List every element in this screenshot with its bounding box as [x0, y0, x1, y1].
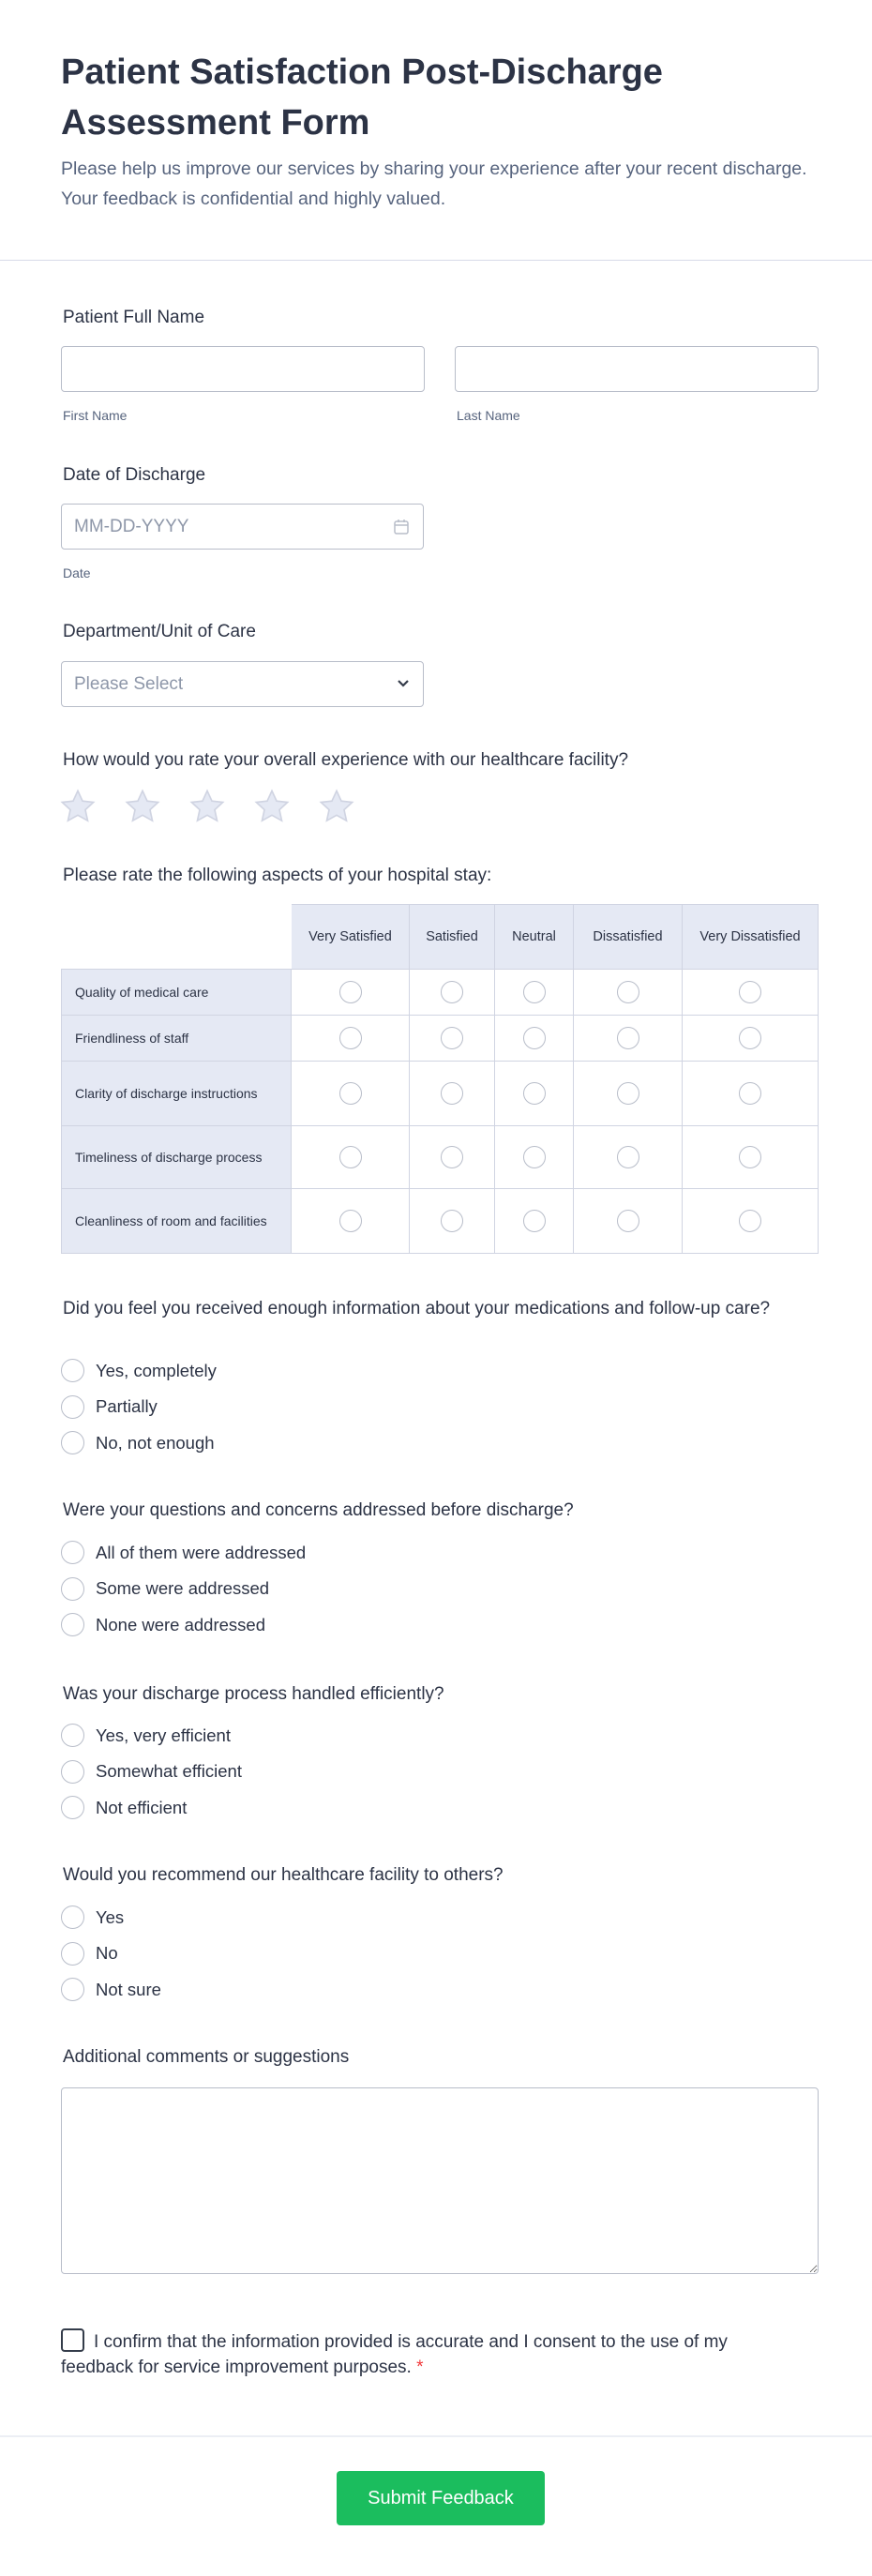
q4-label: Would you recommend our healthcare facility to others?	[63, 1865, 504, 1885]
option-label: Somewhat efficient	[96, 1761, 242, 1781]
q3-option[interactable]	[61, 1760, 242, 1784]
matrix-cell	[574, 1062, 683, 1126]
matrix-cell	[574, 1126, 683, 1189]
matrix-cell	[574, 969, 683, 1016]
matrix-radio[interactable]	[441, 981, 463, 1003]
matrix-cell	[292, 969, 410, 1016]
radio-button[interactable]	[61, 1577, 84, 1601]
star-icon[interactable]	[253, 788, 291, 825]
matrix-column-header: Satisfied	[410, 904, 495, 969]
last-name-input[interactable]	[455, 346, 819, 392]
radio-button[interactable]	[61, 1942, 84, 1966]
q2-label: Were your questions and concerns addressed before discharge?	[63, 1500, 574, 1520]
matrix-row-label: Quality of medical care	[61, 969, 292, 1016]
q2-option[interactable]	[61, 1577, 269, 1601]
matrix-cell	[495, 1016, 574, 1062]
matrix-radio[interactable]	[739, 1082, 761, 1105]
matrix-row-label: Timeliness of discharge process	[61, 1126, 292, 1189]
radio-button[interactable]	[61, 1978, 84, 2001]
matrix-radio[interactable]	[441, 1027, 463, 1049]
matrix-cell	[683, 1189, 819, 1254]
q1-option[interactable]	[61, 1395, 158, 1419]
calendar-icon[interactable]	[393, 519, 410, 535]
matrix-cell	[683, 1062, 819, 1126]
chevron-down-icon	[397, 679, 410, 688]
consent-field	[61, 2328, 745, 2380]
matrix-radio[interactable]	[339, 1082, 362, 1105]
matrix-radio[interactable]	[441, 1146, 463, 1168]
radio-button[interactable]	[61, 1395, 84, 1419]
department-placeholder: Please Select	[74, 674, 184, 694]
last-name-sublabel: Last Name	[457, 408, 520, 423]
submit-button[interactable]: Submit Feedback	[337, 2471, 545, 2525]
matrix-radio[interactable]	[523, 1146, 546, 1168]
matrix-cell	[683, 1016, 819, 1062]
matrix-radio[interactable]	[339, 1027, 362, 1049]
radio-button[interactable]	[61, 1359, 84, 1382]
date-label: Date of Discharge	[63, 465, 206, 485]
comments-textarea[interactable]	[61, 2087, 819, 2274]
radio-button[interactable]	[61, 1760, 84, 1784]
comments-label: Additional comments or suggestions	[63, 2047, 350, 2067]
q2-option[interactable]	[61, 1541, 306, 1564]
option-label: Yes, completely	[96, 1360, 217, 1380]
matrix-radio[interactable]	[739, 981, 761, 1003]
matrix-radio[interactable]	[339, 1146, 362, 1168]
q4-option[interactable]	[61, 1942, 118, 1966]
date-input[interactable]	[61, 504, 424, 550]
matrix-cell	[574, 1189, 683, 1254]
matrix-row-label: Cleanliness of room and facilities	[61, 1189, 292, 1254]
option-label: No, not enough	[96, 1432, 215, 1453]
option-label: Some were addressed	[96, 1578, 270, 1598]
date-sublabel: Date	[63, 565, 91, 580]
matrix-radio[interactable]	[441, 1082, 463, 1105]
matrix-row-label: Friendliness of staff	[61, 1016, 292, 1062]
matrix-row	[61, 1016, 819, 1062]
matrix-cell	[683, 1126, 819, 1189]
footer-divider	[0, 2435, 872, 2437]
matrix-cell	[495, 1126, 574, 1189]
matrix-radio[interactable]	[617, 1146, 639, 1168]
rating-label: How would you rate your overall experience with our healthcare facility?	[63, 750, 629, 770]
matrix-radio[interactable]	[739, 1210, 761, 1232]
q4-option[interactable]	[61, 1978, 161, 2001]
matrix-row	[61, 969, 819, 1016]
matrix-column-header: Neutral	[495, 904, 574, 969]
matrix-radio[interactable]	[339, 1210, 362, 1232]
matrix-radio[interactable]	[523, 1027, 546, 1049]
matrix-radio[interactable]	[441, 1210, 463, 1232]
matrix-cell	[410, 1016, 495, 1062]
required-mark: *	[416, 2358, 424, 2377]
department-label: Department/Unit of Care	[63, 622, 256, 641]
matrix-cell	[410, 1126, 495, 1189]
matrix-radio[interactable]	[617, 1027, 639, 1049]
matrix-cell	[292, 1189, 410, 1254]
matrix-radio[interactable]	[523, 1210, 546, 1232]
date-placeholder: MM-DD-YYYY	[74, 517, 189, 536]
page-description: Please help us improve our services by sharing your experience after your recent discharge. Your feedback is confidential and highly valued.	[61, 158, 807, 209]
matrix-radio[interactable]	[523, 1082, 546, 1105]
radio-button[interactable]	[61, 1431, 84, 1454]
q3-option[interactable]	[61, 1796, 187, 1819]
consent-checkbox[interactable]	[61, 2328, 84, 2352]
q1-option[interactable]	[61, 1431, 215, 1454]
radio-button[interactable]	[61, 1541, 84, 1564]
matrix-cell	[292, 1016, 410, 1062]
matrix-corner	[61, 904, 292, 969]
matrix-row	[61, 1126, 819, 1189]
option-label: None were addressed	[96, 1614, 265, 1634]
option-label: Yes, very efficient	[96, 1725, 231, 1745]
matrix-cell	[495, 969, 574, 1016]
matrix-radio[interactable]	[617, 981, 639, 1003]
matrix-column-header: Very Satisfied	[292, 904, 410, 969]
matrix-column-header: Dissatisfied	[574, 904, 683, 969]
first-name-sublabel: First Name	[63, 408, 128, 423]
page-title: Patient Satisfaction Post-Discharge Assessment Form	[61, 53, 663, 143]
radio-button[interactable]	[61, 1906, 84, 1929]
radio-button[interactable]	[61, 1724, 84, 1747]
consent-text: I confirm that the information provided is accurate and I consent to the use of my feedback for service improvement purposes.	[61, 2332, 728, 2377]
star-icon[interactable]	[188, 788, 226, 825]
option-label: Not efficient	[96, 1797, 188, 1817]
matrix-row	[61, 1189, 819, 1254]
option-label: Yes	[96, 1906, 125, 1927]
header-divider	[0, 260, 872, 261]
matrix-radio[interactable]	[523, 981, 546, 1003]
q4-option[interactable]	[61, 1906, 124, 1929]
matrix-radio[interactable]	[617, 1210, 639, 1232]
q3-label: Was your discharge process handled efficiently?	[63, 1684, 444, 1704]
matrix-radio[interactable]	[339, 981, 362, 1003]
q3-option[interactable]	[61, 1724, 231, 1747]
full-name-label: Patient Full Name	[63, 308, 205, 327]
matrix-label: Please rate the following aspects of your hospital stay:	[63, 866, 492, 885]
matrix-row-label: Clarity of discharge instructions	[61, 1062, 292, 1126]
option-label: All of them were addressed	[96, 1542, 307, 1562]
department-select[interactable]	[61, 661, 424, 707]
matrix-cell	[410, 1189, 495, 1254]
star-icon[interactable]	[124, 788, 161, 825]
first-name-input[interactable]	[61, 346, 425, 392]
matrix-cell	[292, 1126, 410, 1189]
matrix-cell	[410, 1062, 495, 1126]
matrix-cell	[495, 1062, 574, 1126]
star-icon[interactable]	[59, 788, 97, 825]
option-label: No	[96, 1943, 118, 1963]
matrix-cell	[410, 969, 495, 1016]
q1-label: Did you feel you received enough information about your medications and follow-up care?	[63, 1299, 771, 1318]
matrix-radio[interactable]	[739, 1027, 761, 1049]
radio-button[interactable]	[61, 1613, 84, 1636]
q2-option[interactable]	[61, 1613, 265, 1636]
matrix-radio[interactable]	[739, 1146, 761, 1168]
q1-option[interactable]	[61, 1359, 217, 1382]
matrix-column-header: Very Dissatisfied	[683, 904, 819, 969]
star-icon[interactable]	[318, 788, 355, 825]
option-label: Partially	[96, 1396, 158, 1416]
matrix-cell	[292, 1062, 410, 1126]
matrix-cell	[574, 1016, 683, 1062]
matrix-radio[interactable]	[617, 1082, 639, 1105]
option-label: Not sure	[96, 1979, 161, 1999]
matrix-cell	[495, 1189, 574, 1254]
radio-button[interactable]	[61, 1796, 84, 1819]
matrix-cell	[683, 969, 819, 1016]
matrix-row	[61, 1062, 819, 1126]
satisfaction-matrix	[61, 904, 819, 1254]
